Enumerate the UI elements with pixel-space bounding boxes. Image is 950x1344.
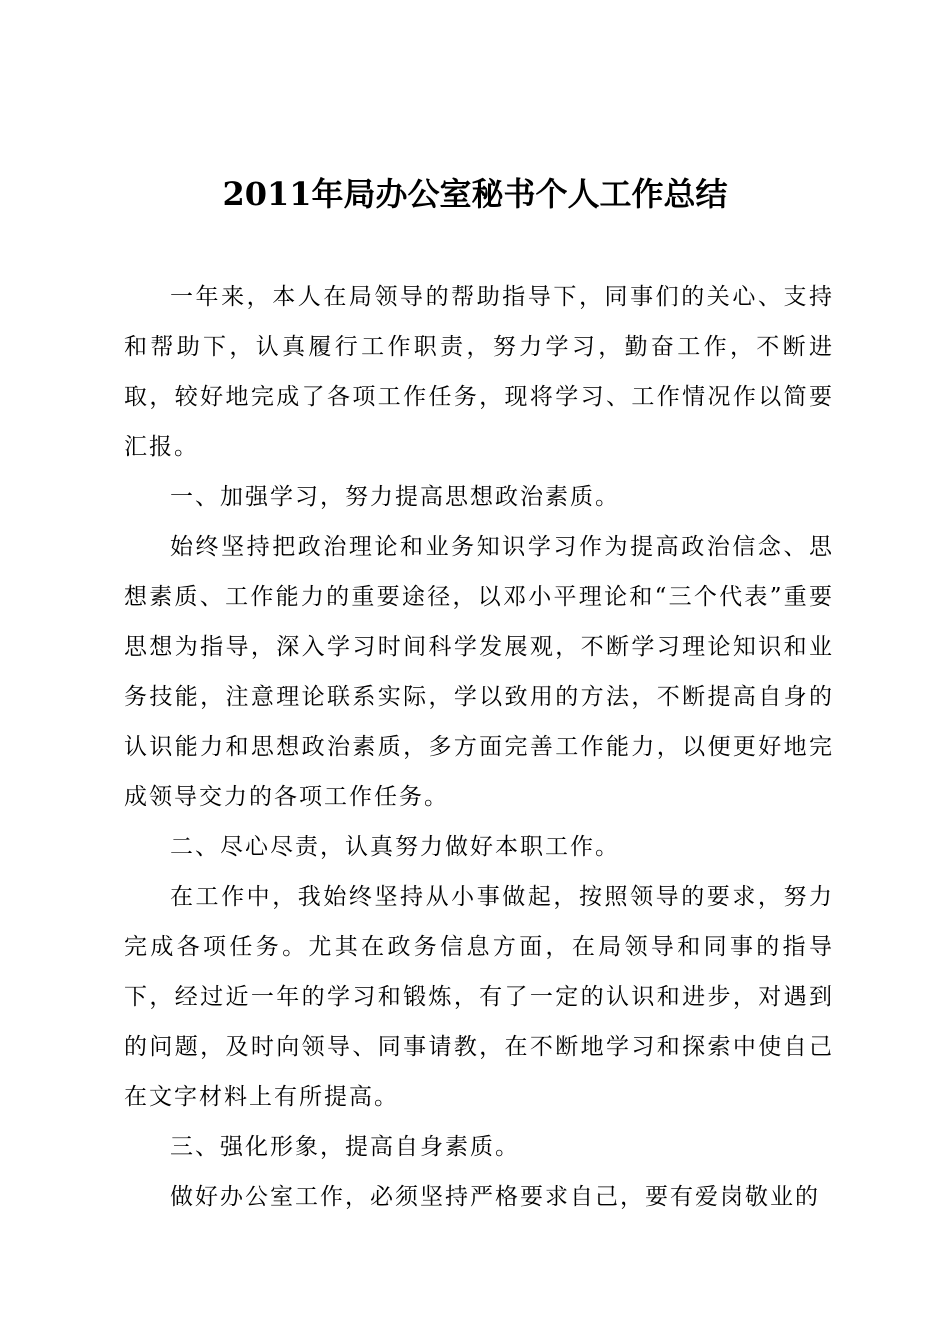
section-heading-2: 二、尽心尽责，认真努力做好本职工作。 bbox=[170, 834, 620, 860]
section-heading-3: 三、强化形象，提高自身素质。 bbox=[170, 1134, 520, 1160]
document-body bbox=[124, 272, 834, 1222]
paragraph-section-3: 做好办公室工作，必须坚持严格要求自己，要有爱岗敬业的 bbox=[170, 1184, 820, 1210]
paragraph-section-1: 始终坚持把政治理论和业务知识学习作为提高政治信念、思想素质、工作能力的重要途径，以邓小平理论和“三个代表”重要思想为指导，深入学习时间科学发展观，不断学习理论知识和业务技能，注意理论联系实际，学以致用的方法，不断提高自身的认识能力和思想政治素质，多方面完善工作能力，以便更好地完成领导交力的各项工作任务。 bbox=[124, 534, 834, 810]
section-heading-1: 一、加强学习，努力提高思想政治素质。 bbox=[170, 484, 620, 510]
document-title: 2011年局办公室秘书个人工作总结 bbox=[222, 175, 728, 213]
paragraph-intro: 一年来，本人在局领导的帮助指导下，同事们的关心、支持和帮助下，认真履行工作职责，努力学习，勤奋工作，不断进取，较好地完成了各项工作任务，现将学习、工作情况作以简要汇报。 bbox=[124, 284, 834, 460]
paragraph-section-2: 在工作中，我始终坚持从小事做起，按照领导的要求，努力完成各项任务。尤其在政务信息方面，在局领导和同事的指导下，经过近一年的学习和锻炼，有了一定的认识和进步，对遇到的问题，及时向领导、同事请教，在不断地学习和探索中使自己在文字材料上有所提高。 bbox=[124, 884, 834, 1110]
